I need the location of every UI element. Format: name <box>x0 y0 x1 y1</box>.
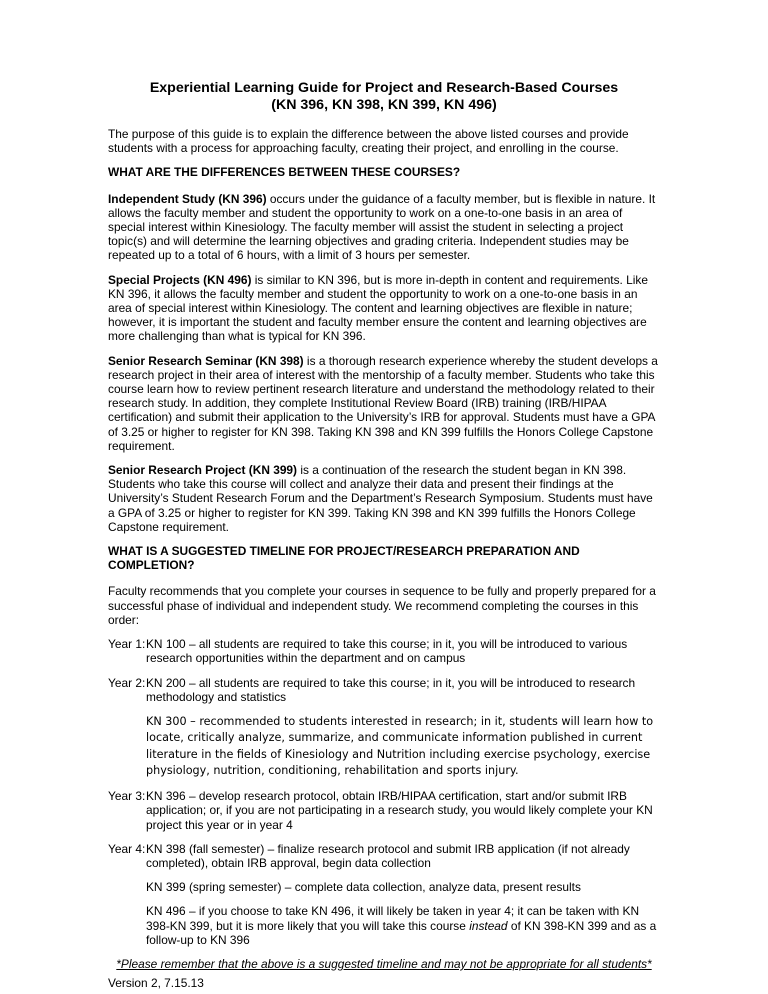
timeline-note: *Please remember that the above is a suggested timeline and may not be appropriate for all students* <box>116 956 652 971</box>
version-footer: Version 2, 7.15.13 <box>108 975 204 990</box>
course-paragraph-kn496 <box>108 273 660 344</box>
course-paragraph-kn398 <box>108 354 660 453</box>
kn496-text-a: KN 496 – if you choose to take KN 496, it will likely be taken in year 4; it can be taken with KN 398-KN 399, but it is more likely that you will take this course <box>146 904 640 933</box>
timeline-intro: Faculty recommends that you complete your courses in sequence to be fully and properly prepared for a successful phase of individual and independent study. We recommend completing the courses in this order: <box>108 584 656 627</box>
title-line-1: Experiential Learning Guide for Project and Research-Based Courses <box>149 80 619 96</box>
course-description: is a continuation of the research the student began in KN 398. Students who take this course will collect and analyze their data and present their findings at the University’s Student Research Forum and the Department’s Research Symposium. Students must have a GPA of 3.25 or higher to register for KN 399. Taking KN 398 and KN 399 fulfills the Honors College Capstone requirement. <box>108 463 653 534</box>
course-paragraph-kn399 <box>108 463 660 534</box>
year-text: KN 398 (fall semester) – finalize research protocol and submit IRB application (if not already completed), obtain IRB approval, begin data collection <box>146 841 630 870</box>
timeline-year-4-kn496 <box>146 904 660 947</box>
document-title <box>108 80 660 114</box>
course-description: is similar to KN 396, but is more in-depth in content and requirements. Like KN 396, it allows the faculty member and student the opportunity to work on a one-to-one basis in an area of special interest within Kinesiology. The content and learning objectives are flexible in nature; however, it is important the student and faculty member ensure the content and learning objectives are more challenging than what is typical for KN 396. <box>108 272 648 344</box>
year-text: KN 396 – develop research protocol, obtain IRB/HIPAA certification, start and/or submit IRB application; or, if you are not participating in a research study, you would likely complete your KN project this year or in year 4 <box>146 789 653 832</box>
course-name: Special Projects (KN 496) <box>108 272 252 287</box>
timeline-year-4 <box>108 842 660 870</box>
timeline-year-1 <box>108 637 660 665</box>
intro-paragraph: The purpose of this guide is to explain the difference between the above listed courses and provide students with a process for approaching faculty, creating their project, and enrolling in the course. <box>108 127 629 156</box>
title-line-2: (KN 396, KN 398, KN 399, KN 496) <box>271 97 497 113</box>
year-label: Year 4: <box>108 841 146 856</box>
year-text: KN 200 – all students are required to take this course; in it, you will be introduced to research methodology and statistics <box>146 675 636 704</box>
course-paragraph-kn396 <box>108 192 660 263</box>
year-label: Year 2: <box>108 675 146 690</box>
course-name: Senior Research Project (KN 399) <box>108 463 298 478</box>
kn496-text-b: of KN 398-KN 399 and as a follow-up to KN 396 <box>146 918 657 947</box>
course-name: Senior Research Seminar (KN 398) <box>108 353 304 368</box>
year-text: KN 100 – all students are required to take this course; in it, you will be introduced to various research opportunities within the department and on campus <box>146 637 628 666</box>
timeline-year-3 <box>108 789 660 832</box>
section-heading-timeline: WHAT IS A SUGGESTED TIMELINE FOR PROJECT/RESEARCH PREPARATION AND COMPLETION? <box>108 544 580 573</box>
kn496-emphasis: instead <box>469 918 508 933</box>
year-label: Year 3: <box>108 789 146 804</box>
section-heading-differences: WHAT ARE THE DIFFERENCES BETWEEN THESE COURSES? <box>108 165 461 180</box>
year-label: Year 1: <box>108 637 146 652</box>
timeline-year-2 <box>108 676 660 704</box>
timeline-year-2-kn300: KN 300 – recommended to students interested in research; in it, students will learn how to locate, critically analyze, summarize, and communicate information published in current literature in the fields of Kinesiology and Nutrition including exercise psychology, exercise physiology, nutrition, conditioning, rehabilitation and sports injury. <box>146 714 654 777</box>
course-name: Independent Study (KN 396) <box>108 191 267 206</box>
timeline-year-4-kn399: KN 399 (spring semester) – complete data collection, analyze data, present results <box>146 880 581 895</box>
course-description: occurs under the guidance of a faculty member, but is flexible in nature. It allows the faculty member and student the opportunity to work on a one-to-one basis in an area of special interest within Kinesiology. The faculty member will assist the student in selecting a project topic(s) and will determine the learning objectives and grading criteria. Independent studies may be repeated up to a total of 6 hours, with a limit of 3 hours per semester. <box>108 191 656 263</box>
course-description: is a thorough research experience whereby the student develops a research project in their area of interest with the mentorship of a faculty member. Students who take this course learn how to review pertinent research literature and understand the methodology related to their research study. In addition, they complete Institutional Review Board (IRB) training (IRB/HIPAA certification) and submit their application to the University’s IRB for approval. Students must have a GPA of 3.25 or higher to register for KN 398. Taking KN 398 and KN 399 fulfills the Honors College Capstone requirement. <box>108 353 658 453</box>
